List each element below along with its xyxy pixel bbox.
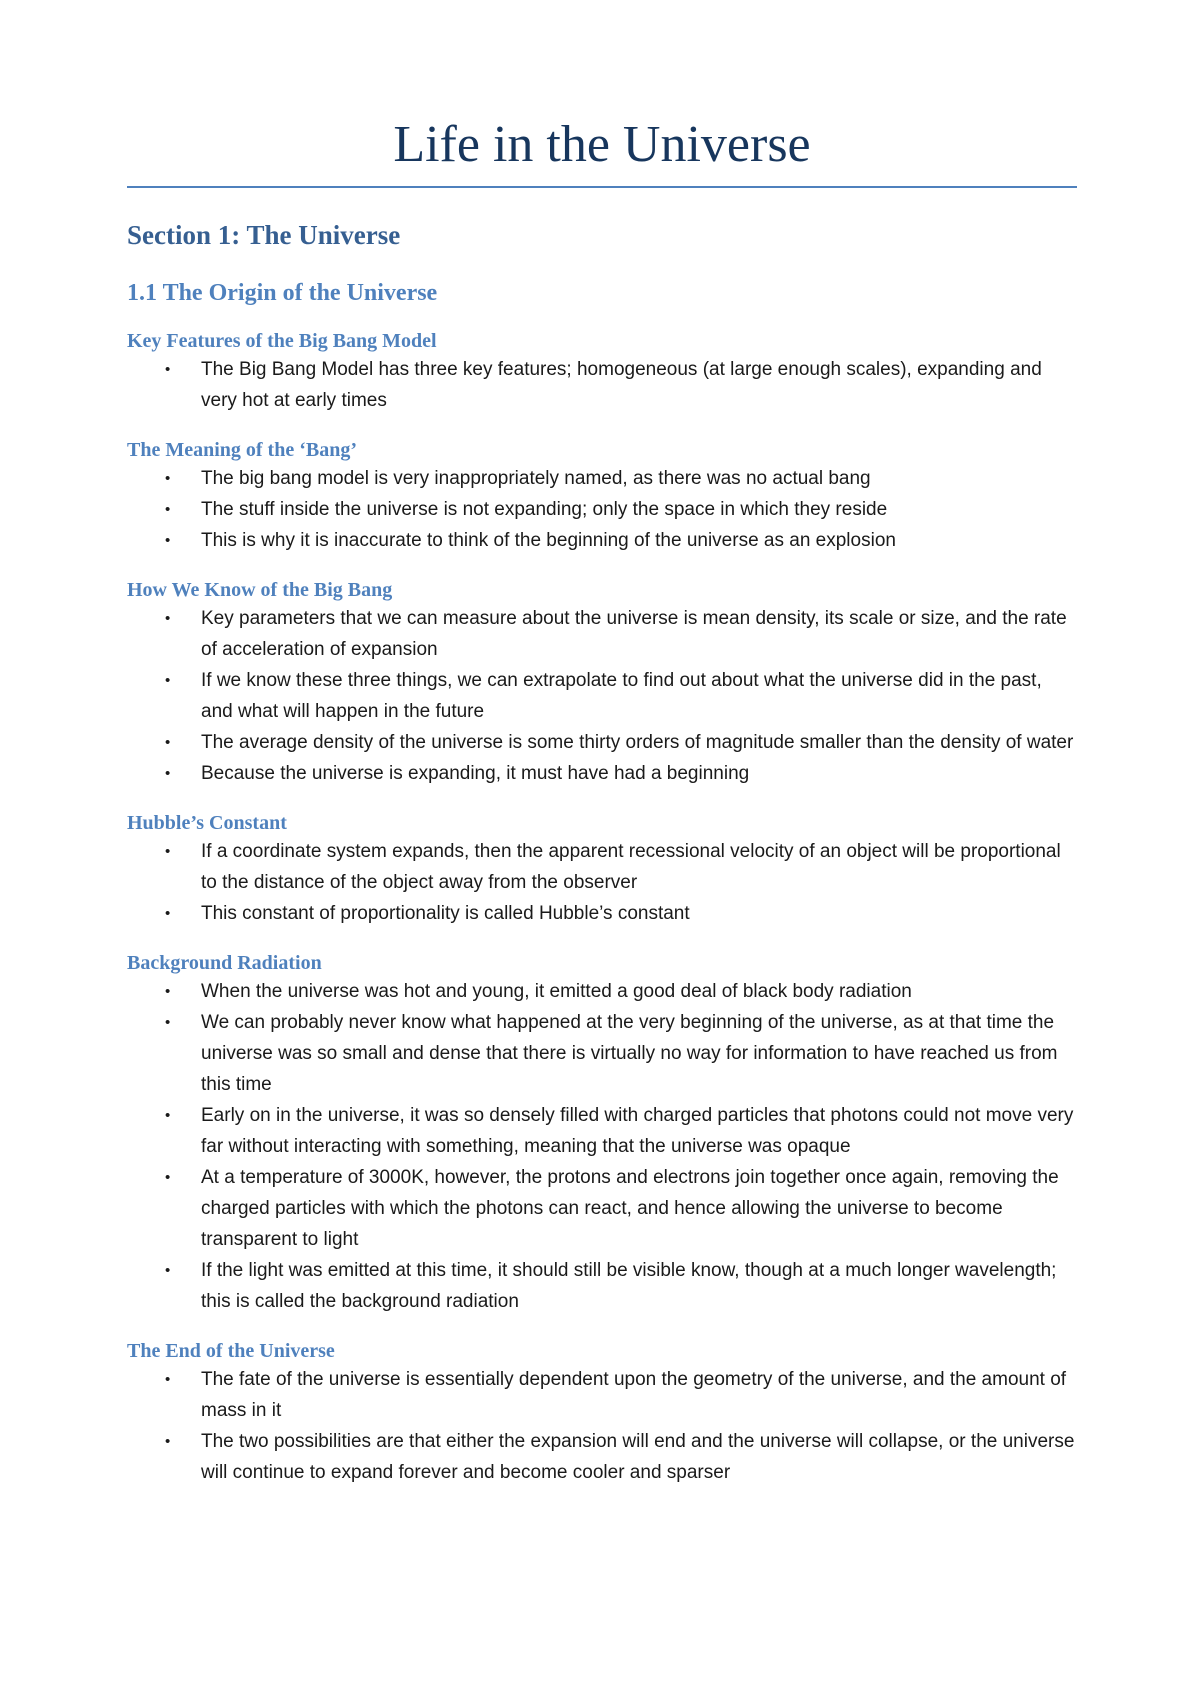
- bullet-icon: •: [165, 1014, 171, 1031]
- list-item: [127, 1255, 1077, 1317]
- bullet-icon: •: [165, 501, 171, 518]
- bullet-icon: •: [165, 1433, 171, 1450]
- list-item-text: The big bang model is very inappropriately named, as there was no actual bang: [201, 468, 871, 489]
- list-item-text: If we know these three things, we can extrapolate to find out about what the universe did in the past, and what will happen in the future: [201, 670, 1042, 722]
- bullet-icon: •: [165, 1107, 171, 1124]
- bullet-list: [127, 603, 1077, 789]
- bullet-list: [127, 463, 1077, 556]
- list-item: [127, 463, 1077, 494]
- topic-heading: The End of the Universe: [127, 1340, 335, 1362]
- list-item-text: The Big Bang Model has three key features; homogeneous (at large enough scales), expanding and very hot at early times: [201, 359, 1042, 411]
- bullet-icon: •: [165, 765, 171, 782]
- list-item: [127, 354, 1077, 416]
- list-item: [127, 758, 1077, 789]
- topic-heading: How We Know of the Big Bang: [127, 579, 393, 601]
- bullet-icon: •: [165, 1371, 171, 1388]
- list-item: [127, 494, 1077, 525]
- bullet-icon: •: [165, 361, 171, 378]
- document-page: [127, 0, 1077, 1488]
- list-item-text: This is why it is inaccurate to think of the beginning of the universe as an explosion: [201, 530, 896, 551]
- list-item-text: We can probably never know what happened at the very beginning of the universe, as at that time the universe was so small and dense that there is virtually no way for information to have reached us from this time: [201, 1012, 1058, 1095]
- list-item: [127, 1162, 1077, 1255]
- list-item: [127, 1364, 1077, 1426]
- topic-heading: Hubble’s Constant: [127, 812, 287, 834]
- list-item: [127, 976, 1077, 1007]
- subsection-heading: 1.1 The Origin of the Universe: [127, 280, 438, 306]
- list-item-text: The average density of the universe is some thirty orders of magnitude smaller than the density of water: [201, 732, 1074, 753]
- topic-heading: Background Radiation: [127, 952, 322, 974]
- list-item-text: If the light was emitted at this time, it should still be visible know, though at a much longer wavelength; this is called the background radiation: [201, 1260, 1057, 1312]
- bullet-icon: •: [165, 672, 171, 689]
- list-item: [127, 665, 1077, 727]
- bullet-icon: •: [165, 610, 171, 627]
- section-heading: Section 1: The Universe: [127, 220, 401, 250]
- topic-heading: The Meaning of the ‘Bang’: [127, 439, 357, 461]
- bullet-icon: •: [165, 734, 171, 751]
- bullet-list: [127, 354, 1077, 416]
- document-title: Life in the Universe: [393, 116, 811, 173]
- bullet-icon: •: [165, 843, 171, 860]
- bullet-icon: •: [165, 1262, 171, 1279]
- list-item-text: The fate of the universe is essentially dependent upon the geometry of the universe, and the amount of mass in it: [201, 1369, 1067, 1421]
- bullet-icon: •: [165, 532, 171, 549]
- topics-container: [127, 328, 1077, 1488]
- bullet-icon: •: [165, 470, 171, 487]
- list-item-text: If a coordinate system expands, then the apparent recessional velocity of an object will be proportional to the distance of the object away from the observer: [201, 841, 1061, 893]
- bullet-list: [127, 976, 1077, 1317]
- list-item: [127, 603, 1077, 665]
- list-item-text: The stuff inside the universe is not expanding; only the space in which they reside: [201, 499, 888, 520]
- list-item-text: At a temperature of 3000K, however, the protons and electrons join together once again, removing the charged particles with which the photons can react, and hence allowing the universe to become transparent to light: [201, 1167, 1059, 1250]
- bullet-icon: •: [165, 905, 171, 922]
- list-item: [127, 898, 1077, 929]
- list-item: [127, 1100, 1077, 1162]
- list-item-text: Key parameters that we can measure about the universe is mean density, its scale or size, and the rate of acceleration of expansion: [201, 608, 1067, 660]
- list-item-text: Early on in the universe, it was so densely filled with charged particles that photons could not move very far without interacting with something, meaning that the universe was opaque: [201, 1105, 1074, 1157]
- list-item-text: When the universe was hot and young, it emitted a good deal of black body radiation: [201, 981, 912, 1002]
- list-item: [127, 836, 1077, 898]
- list-item: [127, 1426, 1077, 1488]
- list-item: [127, 1007, 1077, 1100]
- list-item-text: This constant of proportionality is called Hubble’s constant: [201, 903, 690, 924]
- bullet-list: [127, 836, 1077, 929]
- list-item-text: The two possibilities are that either the expansion will end and the universe will collapse, or the universe will continue to expand forever and become cooler and sparser: [201, 1431, 1075, 1483]
- title-underline: [127, 186, 1077, 188]
- list-item: [127, 727, 1077, 758]
- bullet-icon: •: [165, 983, 171, 1000]
- list-item: [127, 525, 1077, 556]
- list-item-text: Because the universe is expanding, it must have had a beginning: [201, 763, 750, 784]
- topic-heading: Key Features of the Big Bang Model: [127, 330, 437, 352]
- bullet-list: [127, 1364, 1077, 1488]
- bullet-icon: •: [165, 1169, 171, 1186]
